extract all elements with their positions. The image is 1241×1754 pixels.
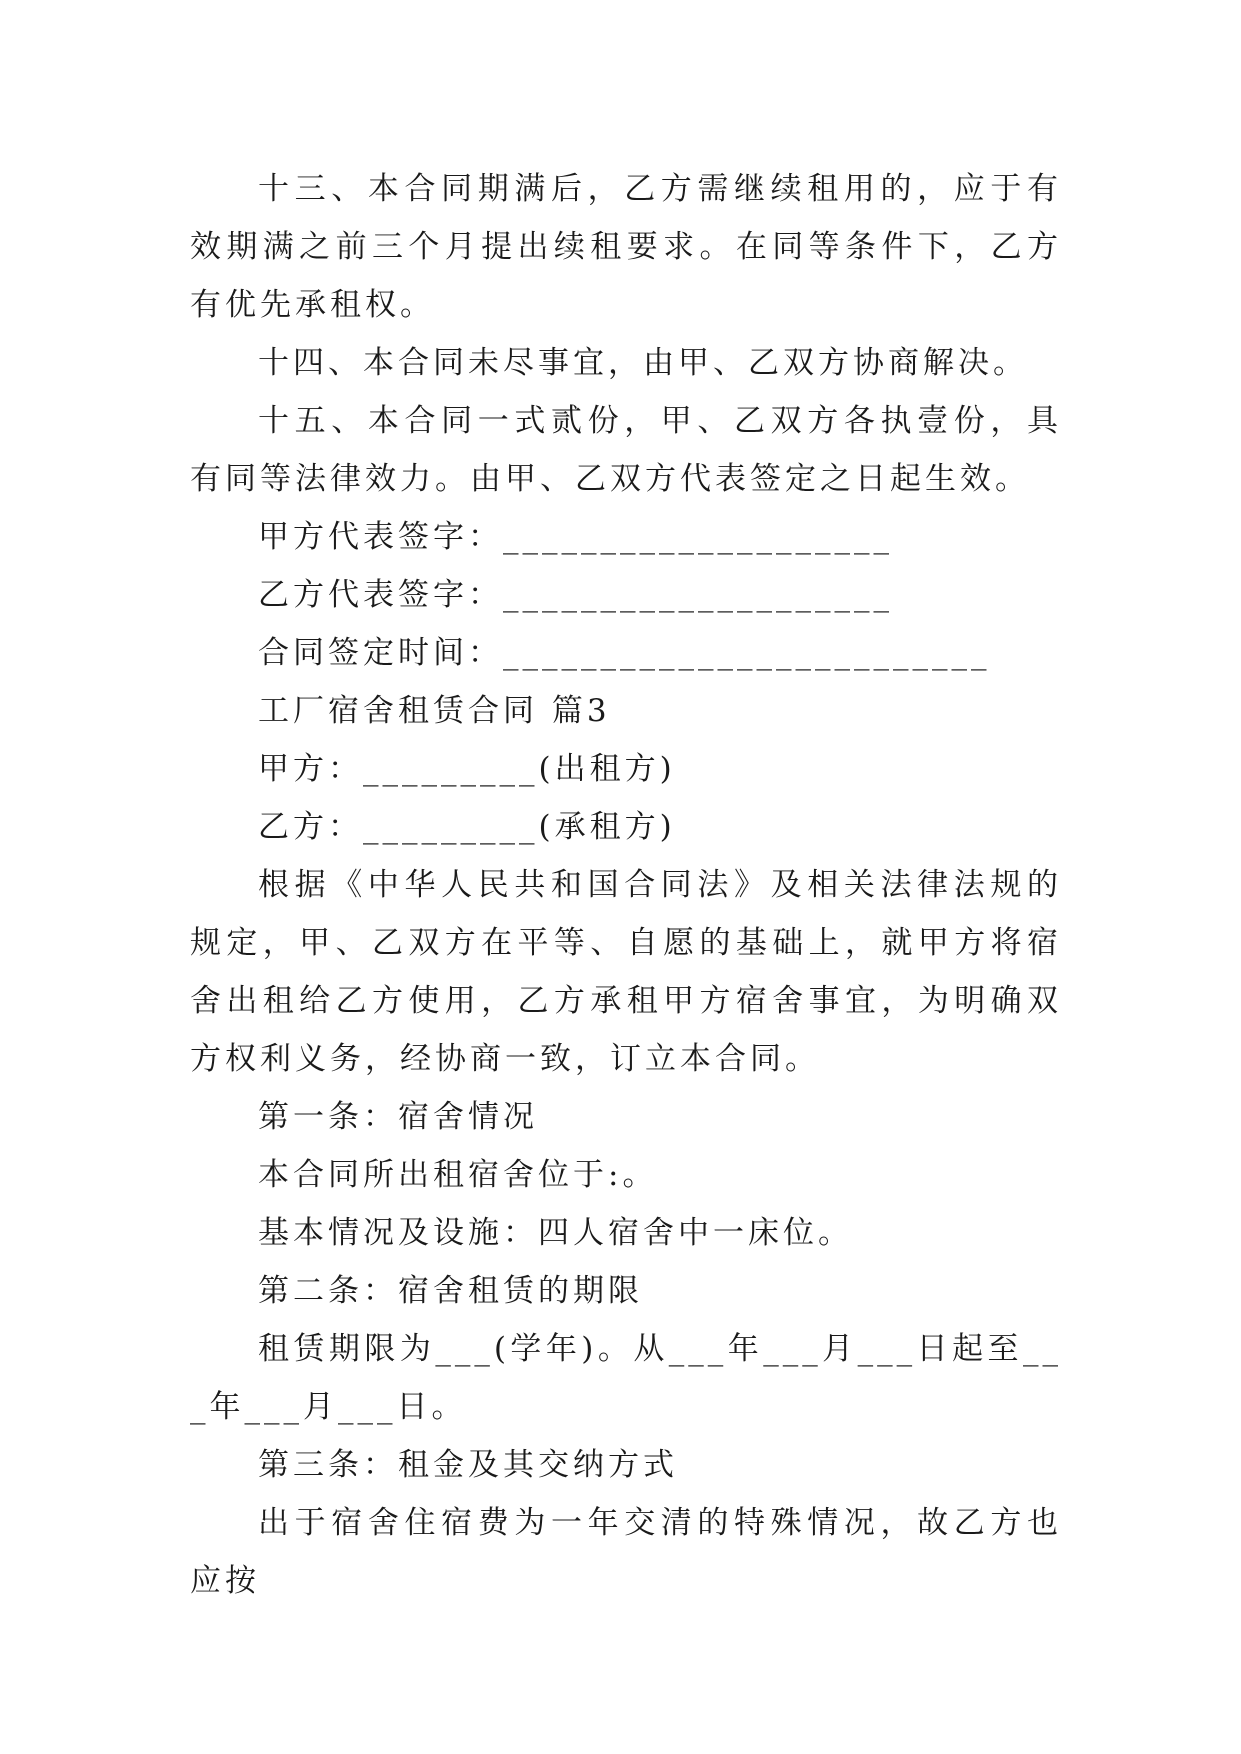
article-3-heading: 第三条：租金及其交纳方式 — [258, 1447, 678, 1483]
document-body — [190, 160, 1062, 1610]
article-2-heading: 第二条：宿舍租赁的期限 — [258, 1273, 643, 1309]
section-title: 工厂宿舍租赁合同 篇3 — [258, 693, 611, 729]
dorm-facilities: 基本情况及设施：四人宿舍中一床位。 — [258, 1215, 853, 1251]
party-b-line: 乙方：_________(承租方) — [258, 809, 676, 845]
signing-date-line: 合同签定时间：_________________________ — [258, 635, 991, 671]
preamble: 根据《中华人民共和国合同法》及相关法律法规的规定，甲、乙双方在平等、自愿的基础上，就甲方将宿舍出租给乙方使用，乙方承租甲方宿舍事宜，为明确双方权利义务，经协商一致，订立本合同。 — [190, 867, 1062, 1077]
lease-term: 租赁期限为___(学年)。从___年___月___日起至___年___月___日。 — [190, 1331, 1062, 1425]
article-1-heading: 第一条：宿舍情况 — [258, 1099, 538, 1135]
rent-payment-text: 出于宿舍住宿费为一年交清的特殊情况，故乙方也应按 — [190, 1505, 1062, 1599]
party-a-signature-line: 甲方代表签字：____________________ — [258, 519, 893, 555]
clause-15: 十五、本合同一式贰份，甲、乙双方各执壹份，具有同等法律效力。由甲、乙双方代表签定之日起生效。 — [190, 403, 1062, 497]
clause-13: 十三、本合同期满后，乙方需继续租用的，应于有效期满之前三个月提出续租要求。在同等条件下，乙方有优先承租权。 — [190, 171, 1062, 323]
party-b-signature-line: 乙方代表签字：____________________ — [258, 577, 893, 613]
clause-14: 十四、本合同未尽事宜，由甲、乙双方协商解决。 — [258, 345, 1028, 381]
dorm-location: 本合同所出租宿舍位于:。 — [258, 1157, 658, 1193]
party-a-line: 甲方：_________(出租方) — [258, 751, 676, 787]
